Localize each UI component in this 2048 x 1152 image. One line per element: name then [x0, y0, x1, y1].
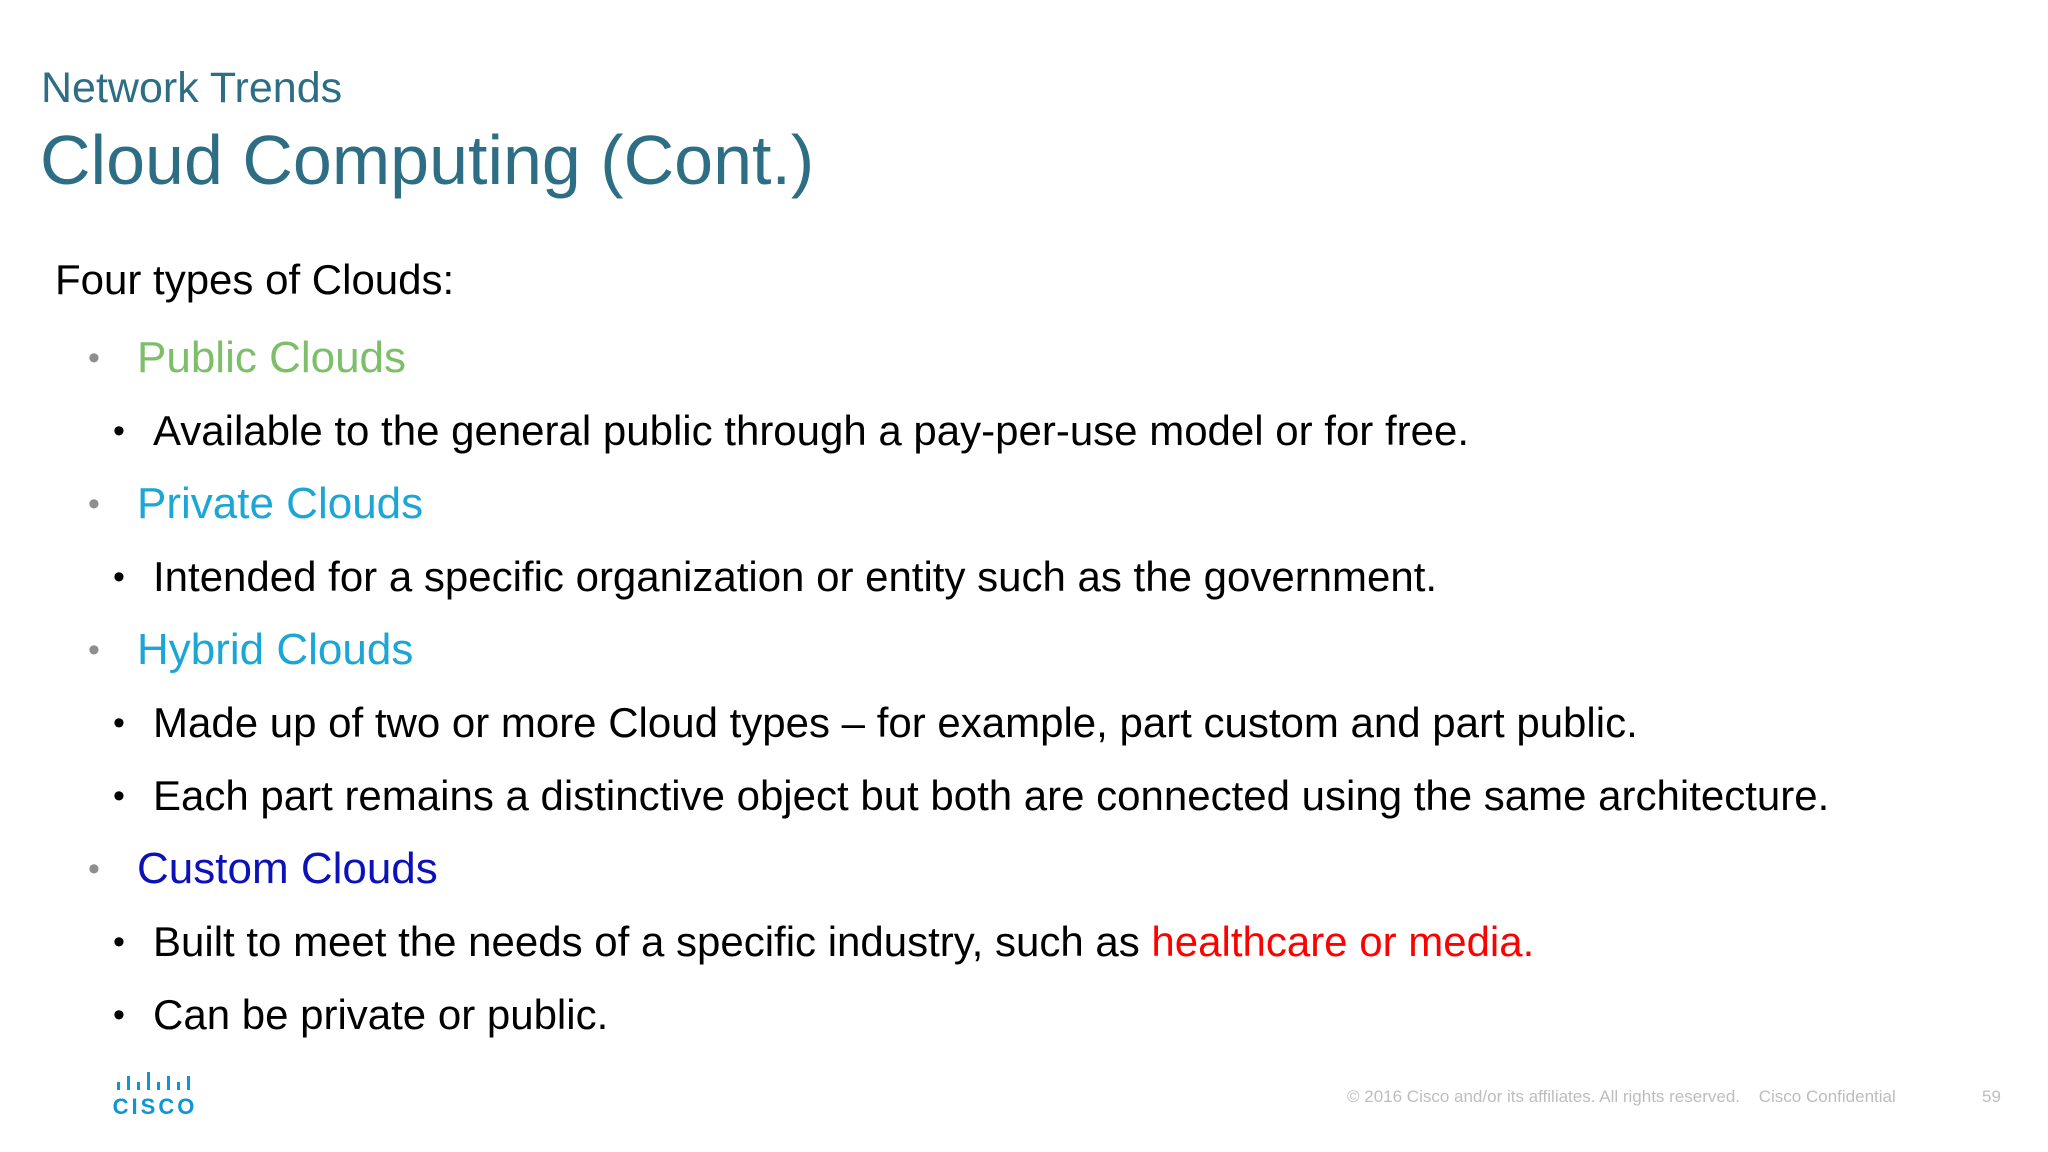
- confidential-text: Cisco Confidential: [1758, 1087, 1896, 1106]
- public-clouds-point: Available to the general public through a pay-per-use model or for free.: [153, 407, 1470, 454]
- bullet-dot-icon: •: [88, 631, 100, 669]
- private-clouds-point: Intended for a specific organization or entity such as the government.: [153, 553, 1438, 600]
- slide-title: Cloud Computing (Cont.): [40, 121, 815, 199]
- cisco-logo: [110, 1070, 200, 1120]
- custom-clouds-label: Custom Clouds: [137, 844, 438, 893]
- sub-bullet: [55, 765, 2015, 838]
- cisco-bars-logo-icon: [110, 1070, 200, 1094]
- bullet-dot-icon: •: [88, 485, 100, 523]
- bullet-custom-clouds: [55, 838, 2015, 911]
- bullet-public-clouds: [55, 327, 2015, 400]
- hybrid-clouds-label: Hybrid Clouds: [137, 625, 414, 674]
- hybrid-clouds-point-2: Each part remains a distinctive object but both are connected using the same architecture.: [153, 772, 1830, 819]
- custom-clouds-highlight: healthcare or media.: [1151, 918, 1535, 965]
- footer-copyright: [1347, 1087, 1910, 1107]
- bullet-dot-icon: •: [113, 704, 125, 742]
- bullet-dot-icon: •: [113, 923, 125, 961]
- public-clouds-label: Public Clouds: [137, 333, 407, 382]
- sub-bullet: [55, 546, 2015, 619]
- cisco-wordmark: CISCO: [112, 1094, 198, 1119]
- bullet-dot-icon: •: [113, 996, 125, 1034]
- copyright-text: © 2016 Cisco and/or its affiliates. All rights reserved.: [1347, 1087, 1741, 1106]
- custom-clouds-point-1: Built to meet the needs of a specific industry, such as: [153, 918, 1152, 965]
- bullet-dot-icon: •: [113, 558, 125, 596]
- page-number: 59: [1982, 1087, 2001, 1106]
- hybrid-clouds-point-1: Made up of two or more Cloud types – for example, part custom and part public.: [153, 699, 1638, 746]
- intro-text: Four types of Clouds:: [55, 256, 455, 303]
- sub-bullet: [55, 400, 2015, 473]
- sub-bullet: [55, 911, 2015, 984]
- bullet-dot-icon: •: [88, 339, 100, 377]
- slide-body: [55, 255, 2015, 1057]
- section-title: Network Trends: [41, 64, 343, 112]
- bullet-dot-icon: •: [113, 777, 125, 815]
- bullet-dot-icon: •: [88, 850, 100, 888]
- bullet-private-clouds: [55, 473, 2015, 546]
- bullet-dot-icon: •: [113, 412, 125, 450]
- private-clouds-label: Private Clouds: [137, 479, 424, 528]
- sub-bullet: [55, 984, 2015, 1057]
- sub-bullet: [55, 692, 2015, 765]
- custom-clouds-point-2: Can be private or public.: [153, 991, 609, 1038]
- bullet-hybrid-clouds: [55, 619, 2015, 692]
